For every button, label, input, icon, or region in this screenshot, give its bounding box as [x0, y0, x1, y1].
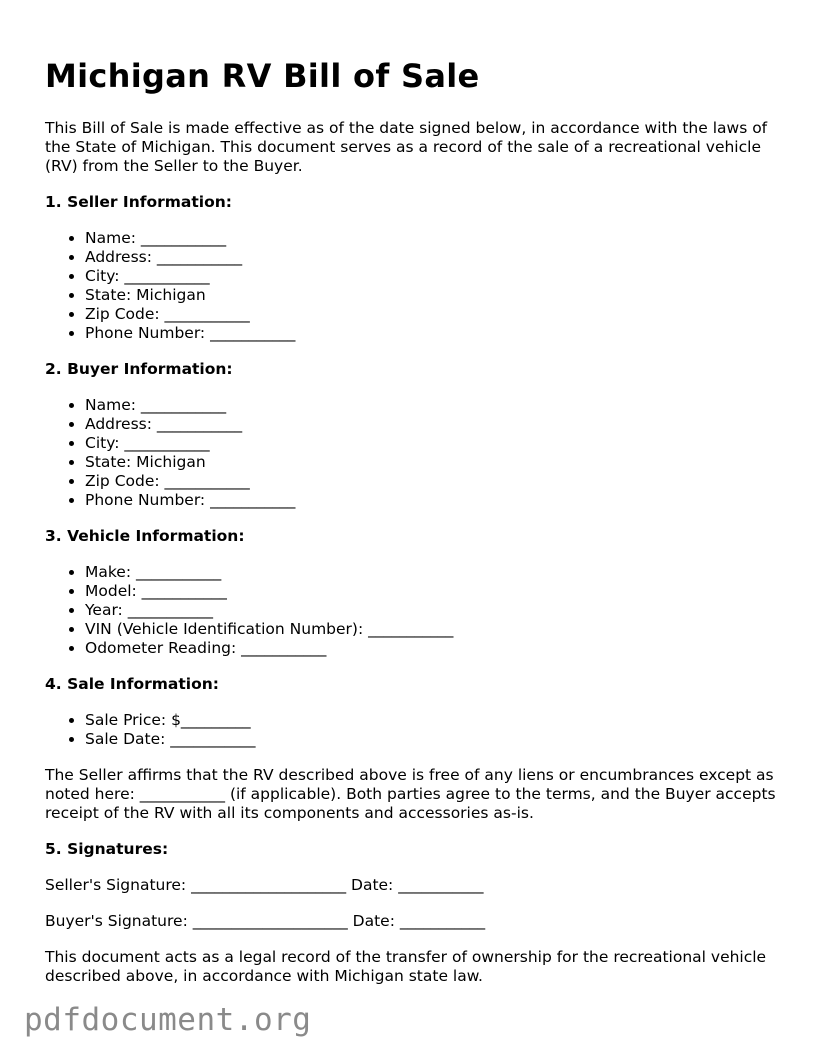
closing-paragraph: This document acts as a legal record of the transfer of ownership for the recreational vehicle described above, in accordance with Michigan state law. [45, 948, 767, 985]
intro-paragraph: This Bill of Sale is made effective as of the date signed below, in accordance with the laws of the State of Michigan. This document serves as a record of the sale of a recreational vehicle (RV) from the Seller to the Buyer. [45, 119, 768, 175]
seller-name-item: • Name: ___________ [85, 229, 785, 248]
sale-list [45, 711, 785, 749]
pdfdocument-watermark-logo: pdfdocument.org [24, 1002, 312, 1038]
seller-phone-item: • Phone Number: ___________ [85, 324, 785, 343]
signatures-heading: 5. Signatures: [45, 840, 169, 858]
buyer-list [45, 396, 785, 510]
seller-state-item: • State: Michigan [85, 286, 785, 305]
seller-heading: 1. Seller Information: [45, 193, 232, 211]
sale-heading: 4. Sale Information: [45, 675, 219, 693]
buyer-name-item: • Name: ___________ [85, 396, 785, 415]
document-title: Michigan RV Bill of Sale [45, 57, 480, 95]
affirmation-paragraph: The Seller affirms that the RV described above is free of any liens or encumbrances except as noted here: ___________ (if applicable). Both parties agree to the terms, and the Buyer accepts receipt of the RV with all its components and accessories as-is. [45, 766, 776, 822]
vehicle-model-item: • Model: ___________ [85, 582, 785, 601]
seller-city-item: • City: ___________ [85, 267, 785, 286]
buyer-address-item: • Address: ___________ [85, 415, 785, 434]
vehicle-make-item: • Make: ___________ [85, 563, 785, 582]
document-page [45, 56, 785, 986]
vehicle-list [45, 563, 785, 658]
seller-zip-item: • Zip Code: ___________ [85, 305, 785, 324]
vehicle-heading: 3. Vehicle Information: [45, 527, 245, 545]
buyer-state-item: • State: Michigan [85, 453, 785, 472]
seller-address-item: • Address: ___________ [85, 248, 785, 267]
seller-list [45, 229, 785, 343]
buyer-zip-item: • Zip Code: ___________ [85, 472, 785, 491]
vehicle-year-item: • Year: ___________ [85, 601, 785, 620]
seller-signature-line: Seller's Signature: ____________________ Date: ___________ [45, 876, 484, 894]
buyer-heading: 2. Buyer Information: [45, 360, 233, 378]
buyer-city-item: • City: ___________ [85, 434, 785, 453]
sale-price-item: • Sale Price: $_________ [85, 711, 785, 730]
vehicle-odometer-item: • Odometer Reading: ___________ [85, 639, 785, 658]
buyer-phone-item: • Phone Number: ___________ [85, 491, 785, 510]
buyer-signature-line: Buyer's Signature: ____________________ Date: ___________ [45, 912, 486, 930]
vehicle-vin-item: • VIN (Vehicle Identification Number): ___________ [85, 620, 785, 639]
sale-date-item: • Sale Date: ___________ [85, 730, 785, 749]
